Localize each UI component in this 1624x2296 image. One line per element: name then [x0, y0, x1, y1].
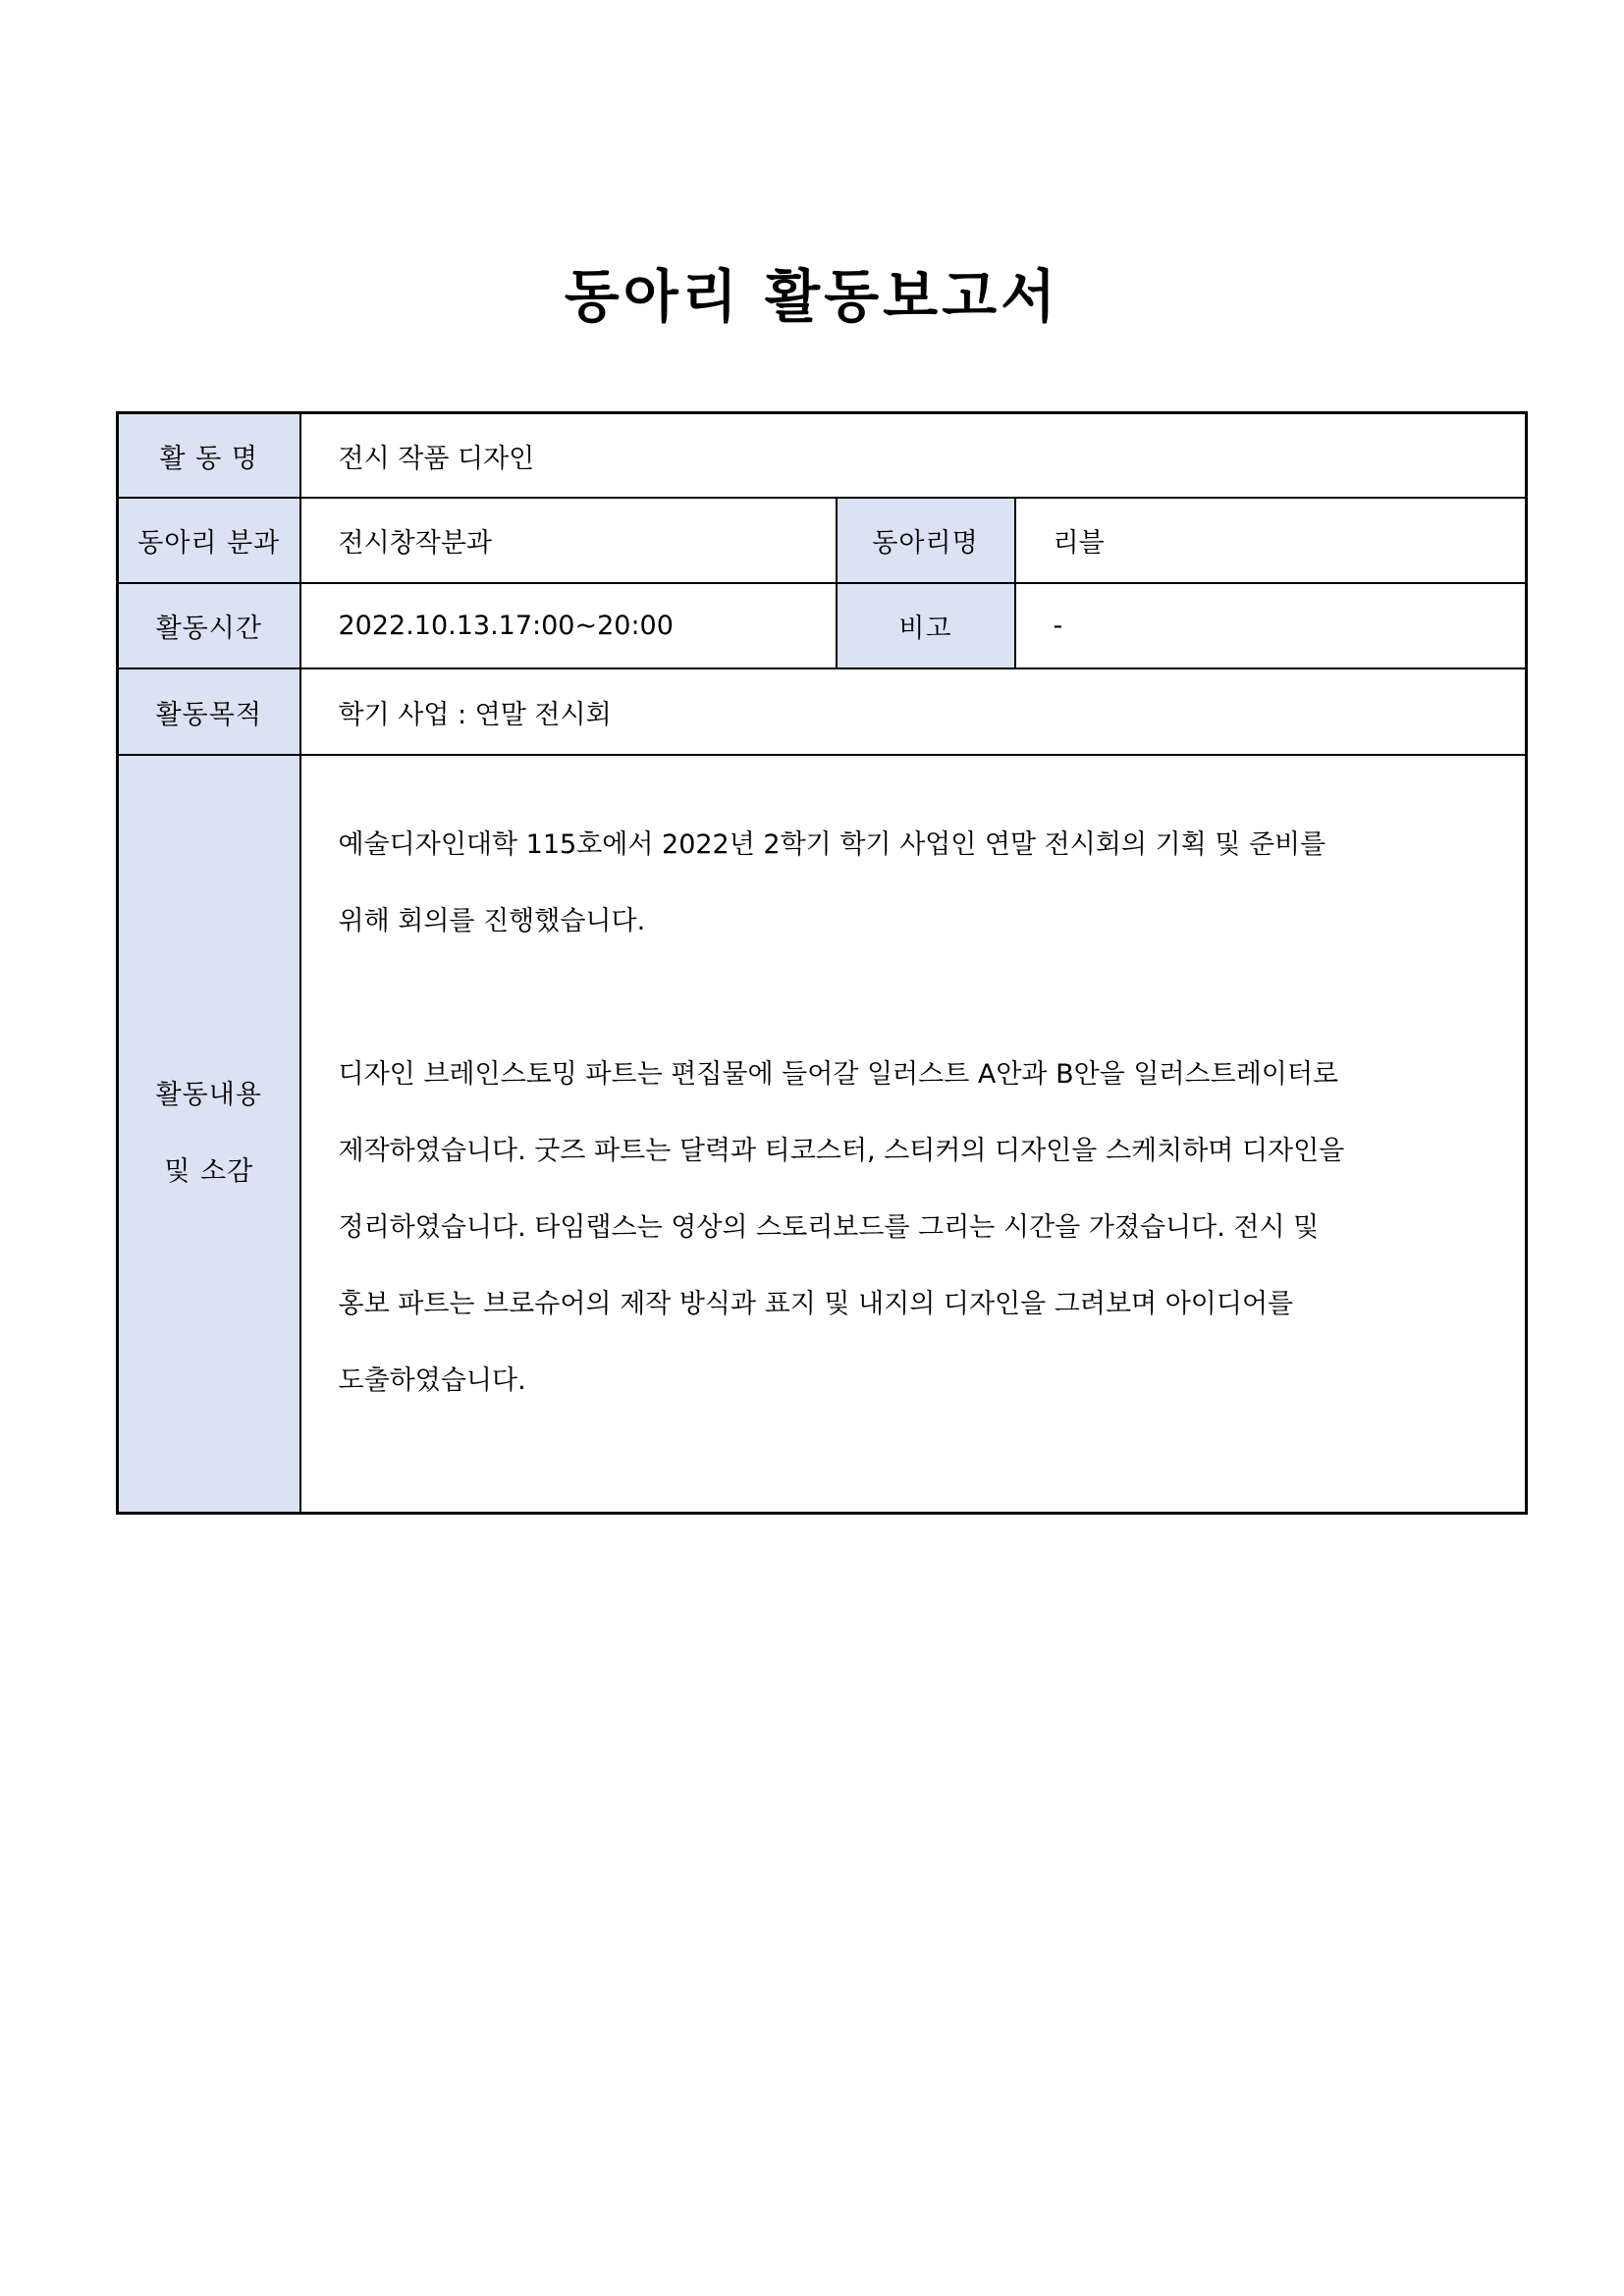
club-division-value: 전시창작분과 — [300, 498, 837, 583]
purpose-label: 활동목적 — [118, 668, 300, 755]
activity-name-value: 전시 작품 디자인 — [300, 413, 1527, 499]
note-value: - — [1015, 583, 1527, 668]
table-row — [118, 583, 1527, 668]
content-line: 디자인 브레인스토밍 파트는 편집물에 들어갈 일러스트 A안과 B안을 일러스트레이터로 — [338, 1059, 1339, 1090]
content-line: 위해 회의를 진행했습니다. — [338, 906, 646, 936]
activity-time-label: 활동시간 — [118, 583, 300, 668]
content-label — [118, 755, 300, 1514]
content-line: 정리하였습니다. 타임랩스는 영상의 스토리보드를 그리는 시간을 가졌습니다. 전시 및 — [338, 1212, 1320, 1243]
club-name-label: 동아리명 — [837, 498, 1015, 583]
table-row — [118, 668, 1527, 755]
activity-report-table — [116, 411, 1528, 1515]
content-line: 제작하였습니다. 굿즈 파트는 달력과 티코스터, 스티커의 디자인을 스케치하며 디자인을 — [338, 1136, 1345, 1166]
document-title: 동아리 활동보고서 — [564, 263, 1060, 330]
content-line: 예술디자인대학 115호에서 2022년 2학기 학기 사업인 연말 전시회의 기획 및 준비를 — [338, 829, 1326, 860]
activity-name-label: 활 동 명 — [118, 413, 300, 499]
club-division-label: 동아리 분과 — [118, 498, 300, 583]
club-name-value: 리블 — [1015, 498, 1527, 583]
content-line: 도출하였습니다. — [338, 1365, 526, 1396]
table-row — [118, 498, 1527, 583]
table-row — [118, 413, 1527, 499]
content-label-line: 활동내용 — [155, 1080, 262, 1110]
content-line: 홍보 파트는 브로슈어의 제작 방식과 표지 및 내지의 디자인을 그려보며 아이디어를 — [338, 1289, 1294, 1319]
purpose-value: 학기 사업 : 연말 전시회 — [300, 668, 1527, 755]
table-row — [118, 755, 1527, 1514]
content-label-line: 및 소감 — [164, 1156, 254, 1187]
note-label: 비고 — [837, 583, 1015, 668]
activity-time-value: 2022.10.13.17:00~20:00 — [300, 583, 837, 668]
content-body — [300, 755, 1527, 1514]
